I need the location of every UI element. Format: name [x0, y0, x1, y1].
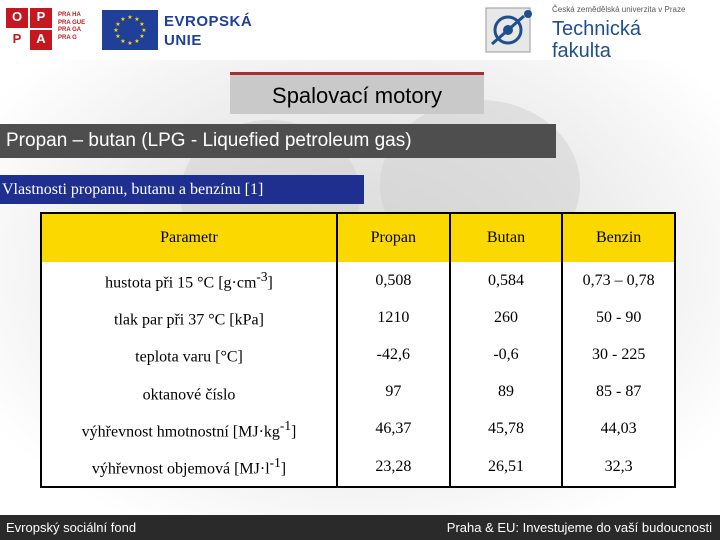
- param-text-end: ]: [291, 423, 297, 441]
- param-text-end: ]: [280, 460, 287, 478]
- fuel-properties-table: [40, 212, 676, 488]
- faculty-emblem-icon: [484, 4, 544, 56]
- faculty-name-line1: Technická: [552, 18, 641, 40]
- benzin-cell: 30 - 225: [562, 336, 675, 373]
- table-row: [41, 448, 675, 487]
- table-caption: Vlastnosti propanu, butanu a benzínu [1]: [0, 175, 364, 204]
- param-cell: [41, 448, 337, 487]
- param-text: teplota varu [°C]: [135, 348, 243, 366]
- praha-wordmark: [58, 12, 85, 42]
- benzin-cell: 50 - 90: [562, 299, 675, 336]
- butan-cell: 89: [450, 374, 563, 411]
- param-superscript: -1: [279, 417, 291, 433]
- opp-praha-logo: [6, 8, 98, 52]
- opp-letter: A: [30, 30, 52, 50]
- table-row: [41, 411, 675, 448]
- benzin-cell: 44,03: [562, 411, 675, 448]
- propan-cell: 46,37: [337, 411, 450, 448]
- slide-subtitle: Propan – butan (LPG - Liquefied petroleum gas): [0, 124, 556, 158]
- header-cell: Parametr: [41, 213, 337, 262]
- svg-text:★: ★: [127, 40, 133, 47]
- opp-letter: O: [6, 8, 28, 28]
- param-cell: [41, 374, 337, 411]
- eu-text-line1: EVROPSKÁ: [164, 13, 253, 30]
- praha-row: PRA HA: [58, 12, 81, 18]
- param-text: hustota při 15 °C [g·cm: [105, 274, 257, 292]
- param-cell: [41, 262, 337, 299]
- param-text: tlak par při 37 °C [kPa]: [114, 311, 264, 329]
- benzin-cell: 85 - 87: [562, 374, 675, 411]
- header-cell: Butan: [450, 213, 563, 262]
- param-cell: [41, 411, 337, 448]
- param-text: oktanové číslo: [142, 385, 236, 403]
- svg-text:★: ★: [115, 33, 121, 40]
- footer-bar: [0, 515, 720, 540]
- header-cell: Benzin: [562, 213, 675, 262]
- param-text-end: ]: [267, 274, 273, 292]
- propan-cell: 0,508: [337, 262, 450, 299]
- propan-cell: -42,6: [337, 336, 450, 373]
- praha-row: PRA GUE: [58, 19, 86, 26]
- param-cell: [41, 336, 337, 373]
- eu-text-line2: UNIE: [164, 32, 202, 49]
- table-row: [41, 299, 675, 336]
- svg-text:★: ★: [134, 16, 140, 23]
- opp-letter: P: [30, 8, 52, 28]
- butan-cell: 0,584: [450, 262, 563, 299]
- param-superscript: -3: [256, 268, 268, 284]
- param-text: výhřevnost objemová [MJ·l: [91, 460, 270, 478]
- faculty-name: [552, 18, 641, 62]
- university-name: Česká zemědělská univerzita v Praze: [552, 5, 686, 14]
- svg-text:★: ★: [139, 33, 145, 40]
- table-header-row: [41, 213, 675, 262]
- header-cell: Propan: [337, 213, 450, 262]
- param-text: výhřevnost hmotnostní [MJ·kg: [81, 423, 280, 441]
- opp-letter: P: [6, 30, 28, 50]
- butan-cell: 45,78: [450, 411, 563, 448]
- butan-cell: 26,51: [450, 448, 563, 487]
- slide-title: Spalovací motory: [230, 72, 484, 114]
- svg-text:★: ★: [127, 14, 133, 21]
- benzin-cell: 32,3: [562, 448, 675, 487]
- praha-row: PRA G: [58, 34, 77, 41]
- butan-cell: 260: [450, 299, 563, 336]
- propan-cell: 23,28: [337, 448, 450, 487]
- table-row: [41, 262, 675, 299]
- table-row: [41, 374, 675, 411]
- footer-left-text: Evropský sociální fond: [6, 520, 137, 535]
- svg-text:★: ★: [120, 16, 126, 23]
- propan-cell: 1210: [337, 299, 450, 336]
- faculty-name-line2: fakulta: [552, 40, 611, 62]
- praha-row: PRA GA: [58, 27, 82, 33]
- eu-wordmark: [164, 12, 252, 50]
- svg-text:★: ★: [120, 38, 126, 45]
- table-row: [41, 336, 675, 373]
- footer-right-text: Praha & EU: Investujeme do vaší budoucnosti: [446, 520, 712, 535]
- benzin-cell: 0,73 – 0,78: [562, 262, 675, 299]
- param-cell: [41, 299, 337, 336]
- param-superscript: -1: [269, 455, 281, 471]
- svg-text:★: ★: [141, 27, 147, 34]
- svg-text:★: ★: [134, 38, 140, 45]
- svg-text:★: ★: [139, 21, 145, 28]
- propan-cell: 97: [337, 374, 450, 411]
- svg-text:★: ★: [115, 21, 121, 28]
- butan-cell: -0,6: [450, 336, 563, 373]
- eu-flag-icon: [102, 10, 158, 50]
- svg-text:★: ★: [113, 27, 119, 34]
